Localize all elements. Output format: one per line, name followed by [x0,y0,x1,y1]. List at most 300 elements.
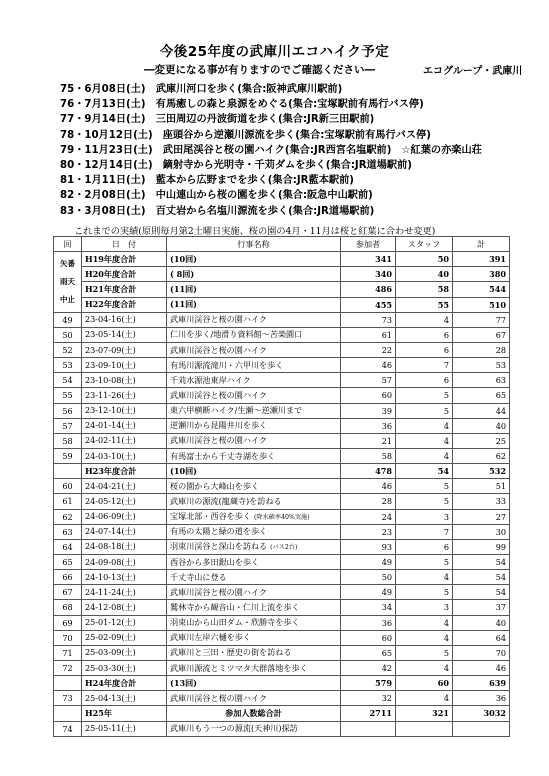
table-row [54,524,510,539]
cell-total: 27 [453,509,510,524]
schedule-description: 座頭谷から逆瀬川源流を歩く(集合:宝塚駅前有馬行バス停) [162,129,431,141]
cell-total: 37 [453,600,510,615]
event-name: 鷲林寺から観音山・仁川上流を歩く [170,601,300,612]
cell-staff: 4 [396,630,453,645]
cell-total: 54 [453,554,510,569]
cell-name [167,630,341,645]
cell-date: 24-10-13(土) [82,570,167,585]
cell-participants: 60 [341,630,396,645]
cell-name [167,312,341,327]
cell-date: 23-05-14(土) [82,327,167,342]
cell-date: H25年 [82,706,167,721]
schedule-date: 1月11日(土) [84,175,146,187]
records-note: これまでの実績(原則毎月第2土曜日実施、桜の園の4月・11月は桜と紅葉に合わせ変更) [74,226,436,237]
event-note: (降水確率40%実施) [253,514,310,522]
event-name: 羽束川渓谷と深山を訪ねる [170,541,268,552]
cell-staff: 5 [396,554,453,569]
event-name: 武庫川渓谷と桜の園ハイク [170,389,267,400]
table-row [54,570,510,585]
cell-staff: 54 [396,464,453,479]
cell-no [54,464,82,479]
table-row [54,645,510,660]
cell-staff: 40 [396,267,453,282]
cell-name [167,282,341,297]
cell-participants: 93 [341,539,396,554]
cell-staff: 5 [396,479,453,494]
cell-staff: 3 [396,509,453,524]
cell-no: 68 [54,600,82,615]
cell-date: 24-01-14(土) [82,418,167,433]
cell-no: 54 [54,373,82,388]
table-row [54,327,510,342]
cell-staff: 60 [396,676,453,691]
cell-no: 73 [54,691,82,706]
cell-date: 24-03-10(土) [82,448,167,463]
cell-total: 67 [453,327,510,342]
cell-total: 65 [453,388,510,403]
cell-participants: 36 [341,615,396,630]
schedule-date: 6月08日(土) [84,84,146,95]
table-row [54,433,510,448]
schedule-description: 鏑射寺から光明寺・千苅ダムを歩く(集合:JR道場駅前) [162,159,412,171]
cell-participants: 73 [341,312,396,327]
schedule-item: 81・1月11日(土) 藍本から広野までを歩く(集合:JR藍本駅前) [60,175,354,187]
cell-date: 23-12-10(土) [82,403,167,418]
cell-date: H23年度合計 [82,464,167,479]
cell-total: 30 [453,524,510,539]
table-row [54,721,510,736]
header-name: 行事名称 [167,237,341,252]
schedule-date: 9月14日(土) [84,114,146,126]
cell-participants: 341 [341,252,396,267]
cell-no: 70 [54,630,82,645]
event-name: ( 8回) [170,268,195,279]
schedule-description: 百丈岩から名塩川源流を歩く(集合:JR道場駅前) [155,205,375,217]
table-row [54,312,510,327]
cell-participants: 58 [341,448,396,463]
side-label: 雨天 [60,276,75,286]
cell-name [167,585,341,600]
cell-participants: 39 [341,403,396,418]
cell-name [167,388,341,403]
cell-staff: 5 [396,645,453,660]
schedule-item: 82・2月08日(土) 中山連山から桜の園を歩く(集合:阪急中山駅前) [60,190,373,202]
cell-total: 544 [453,282,510,297]
cell-no: 50 [54,327,82,342]
cell-participants: 579 [341,676,396,691]
schedule-item: 75・6月08日(土) 武庫川河口を歩く(集合:阪神武庫川駅前) [60,84,343,95]
table-row [54,388,510,403]
cell-no: 49 [54,312,82,327]
header-date: 日 付 [82,237,167,252]
cell-staff: 5 [396,403,453,418]
cell-participants: 486 [341,282,396,297]
organization-name: エコグループ・武庫川 [423,66,523,77]
cell-participants: 21 [341,433,396,448]
cell-date: 24-08-18(土) [82,539,167,554]
schedule-description: 藍本から広野までを歩く(集合:JR藍本駅前) [155,175,354,187]
cell-participants: 22 [341,342,396,357]
cell-name [167,418,341,433]
schedule-description: 有馬癒しの森と泉源をめぐる(集合:宝塚駅前有馬行バス停) [155,99,424,111]
cell-total: 54 [453,570,510,585]
cell-name [167,509,341,524]
cell-date: 25-03-09(土) [82,645,167,660]
cell-no: 72 [54,660,82,675]
table-row [54,660,510,675]
event-name: 千苅水源池東岸ハイク [170,374,251,385]
event-name: 武庫川渓谷と桜の園ハイク [170,344,267,355]
schedule-date: 2月08日(土) [84,190,146,202]
cell-date: 25-05-11(土) [82,721,167,736]
cell-name [167,252,341,267]
cell-staff: 58 [396,282,453,297]
cell-date: H19年度合計 [82,252,167,267]
event-name: (11回) [170,283,198,294]
cell-no: 53 [54,358,82,373]
event-name: 有馬の太陽と緑の道を歩く [170,526,268,537]
table-row [54,448,510,463]
cell-name [167,645,341,660]
cell-staff: 55 [396,297,453,312]
records-table [53,236,510,737]
cell-no: 58 [54,433,82,448]
cell-date: 25-04-13(土) [82,691,167,706]
schedule-number: 76 [60,99,75,111]
cell-total: 40 [453,418,510,433]
cell-staff: 5 [396,494,453,509]
table-row [54,691,510,706]
cell-date: 24-04-21(土) [82,479,167,494]
cell-participants: 34 [341,600,396,615]
cell-no: 57 [54,418,82,433]
cell-participants: 455 [341,297,396,312]
cell-participants: 60 [341,388,396,403]
event-name: 仁川を歩く/地滑り資料館～苦楽園口 [170,329,303,340]
cell-no: 61 [54,494,82,509]
page-subtitle: ―変更になる事が有りますのでご確認ください― [144,64,375,76]
cell-no: 65 [54,554,82,569]
schedule-item: 78・10月12日(土) 座頭谷から逆瀬川源流を歩く(集合:宝塚駅前有馬行バス停) [60,129,431,141]
cell-date: H24年度合計 [82,676,167,691]
cell-participants: 49 [341,585,396,600]
cell-staff: 321 [396,706,453,721]
cell-participants [341,721,396,736]
summary-row [54,297,510,312]
cell-participants: 2711 [341,706,396,721]
event-name: 武庫川と三田・歴史の街を訪ねる [170,647,292,658]
cell-total: 391 [453,252,510,267]
cell-staff: 7 [396,358,453,373]
cell-name [167,570,341,585]
cell-participants: 478 [341,464,396,479]
event-name: 武庫川左岸六樋を歩く [170,632,251,643]
summary-row [54,464,510,479]
schedule-item: 76・7月13日(土) 有馬癒しの森と泉源をめぐる(集合:宝塚駅前有馬行バス停) [60,99,424,111]
cell-staff: 4 [396,433,453,448]
event-name: 武庫川渓谷と桜の園ハイク [170,692,267,703]
cell-participants: 28 [341,494,396,509]
cell-date: 23-10-08(土) [82,373,167,388]
cell-date: 23-11-26(土) [82,388,167,403]
cell-participants: 23 [341,524,396,539]
schedule-number: 82 [60,190,75,202]
event-name: 武庫川もう一つの源流(天神川)探訪 [170,723,298,734]
event-name: 東六甲横断ハイク/生瀬～逆瀬川まで [170,405,303,416]
cell-name [167,660,341,675]
cell-name [167,327,341,342]
cell-date: H22年度合計 [82,297,167,312]
schedule-number: 81 [60,175,75,187]
cell-participants: 340 [341,267,396,282]
cell-name [167,706,341,721]
summary-row [54,282,510,297]
table-row [54,554,510,569]
cell-total: 510 [453,297,510,312]
cell-total: 28 [453,342,510,357]
cell-participants: 57 [341,373,396,388]
schedule-date: 12月14日(土) [84,159,153,171]
event-name: (10回) [170,465,198,476]
cell-staff: 4 [396,448,453,463]
cell-total: 70 [453,645,510,660]
schedule-description: 中山連山から桜の園を歩く(集合:阪急中山駅前) [155,190,373,202]
cell-participants: 49 [341,554,396,569]
cell-name [167,433,341,448]
cell-participants: 61 [341,327,396,342]
cell-no: 74 [54,721,82,736]
cell-name [167,494,341,509]
cell-staff: 4 [396,418,453,433]
schedule-description: 武田尾渓谷と桜の園ハイク(集合:JR西宮名塩駅前) [162,144,392,156]
cell-total: 64 [453,630,510,645]
cell-name [167,615,341,630]
schedule-number: 83 [60,205,75,217]
table-row [54,479,510,494]
cell-date: 24-05-12(土) [82,494,167,509]
cell-no: 66 [54,570,82,585]
cell-no [54,676,82,691]
cell-date: 24-07-14(土) [82,524,167,539]
cell-staff: 4 [396,615,453,630]
side-label: 中止 [60,294,75,304]
cell-total: 53 [453,358,510,373]
cell-name [167,539,341,554]
cell-staff: 7 [396,524,453,539]
event-name: 宝塚北部・西谷を歩く [170,511,251,522]
cell-participants: 32 [341,691,396,706]
cell-staff: 50 [396,252,453,267]
table-row [54,630,510,645]
summary-row [54,267,510,282]
table-row [54,615,510,630]
cell-date: 25-01-12(土) [82,615,167,630]
cell-name [167,448,341,463]
cell-name [167,524,341,539]
cell-staff [396,721,453,736]
event-name: (10回) [170,253,198,264]
event-name: 羽束山から山田ダム・欣勝寺を歩く [170,617,300,628]
table-row [54,342,510,357]
cell-total: 25 [453,433,510,448]
schedule-date: 10月12日(土) [84,129,153,141]
cell-total: 46 [453,660,510,675]
cell-participants: 65 [341,645,396,660]
cell-no: 67 [54,585,82,600]
event-name: (11回) [170,299,198,310]
cell-name [167,600,341,615]
cell-name [167,267,341,282]
cell-staff: 4 [396,691,453,706]
cell-total: 51 [453,479,510,494]
event-name: 参加人数総合計 [225,707,282,718]
cell-name [167,373,341,388]
cell-date: 24-12-08(土) [82,600,167,615]
header-staff: スタッフ [396,237,453,252]
cell-total: 33 [453,494,510,509]
cell-date: 24-06-09(土) [82,509,167,524]
cell-participants: 42 [341,660,396,675]
event-note: (バス2台) [270,544,298,552]
event-name: 武庫川渓谷と桜の園ハイク [170,586,267,597]
table-row [54,358,510,373]
event-name: 武庫川源流とミツマタ大群落地を歩く [170,662,308,673]
cell-no: 69 [54,615,82,630]
cell-participants: 46 [341,358,396,373]
cell-date: 23-09-10(土) [82,358,167,373]
cell-staff: 5 [396,585,453,600]
cell-total: 44 [453,403,510,418]
cell-no: 52 [54,342,82,357]
schedule-item: 80・12月14日(土) 鏑射寺から光明寺・千苅ダムを歩く(集合:JR道場駅前) [60,159,412,171]
event-name: (13回) [170,677,198,688]
header-total: 計 [453,237,510,252]
cell-no: 60 [54,479,82,494]
cell-staff: 4 [396,570,453,585]
cell-name [167,297,341,312]
cell-date: 24-02-11(土) [82,433,167,448]
event-name: 千丈寺山に登る [170,571,227,582]
cell-date: 24-11-24(土) [82,585,167,600]
cell-date: H21年度合計 [82,282,167,297]
cell-name [167,358,341,373]
schedule-item: 77・9月14日(土) 三田周辺の丹波街道を歩く(集合:JR新三田駅前) [60,114,375,126]
table-row [54,600,510,615]
cell-name [167,676,341,691]
cell-no: 59 [54,448,82,463]
summary-row [54,706,510,721]
cell-name [167,403,341,418]
cell-total: 62 [453,448,510,463]
cell-staff: 5 [396,388,453,403]
cell-no: 62 [54,509,82,524]
cell-staff: 4 [396,660,453,675]
cell-staff: 4 [396,312,453,327]
table-row [54,585,510,600]
header-participants: 参加者 [341,237,396,252]
cell-total: 40 [453,615,510,630]
schedule-number: 75 [60,84,75,95]
cell-name [167,554,341,569]
cell-no [54,706,82,721]
schedule-description: 三田周辺の丹波街道を歩く(集合:JR新三田駅前) [155,114,375,126]
schedule-item: 79・11月23日(土) 武田尾渓谷と桜の園ハイク(集合:JR西宮名塩駅前) ☆紅葉の亦楽山荘 [60,144,482,156]
table-row [54,509,510,524]
table-row [54,373,510,388]
header-no: 回 [54,237,82,252]
table-row [54,494,510,509]
cell-staff: 6 [396,539,453,554]
event-name: 桜の園から大峰山を歩く [170,480,260,491]
cell-total: 63 [453,373,510,388]
cell-total: 380 [453,267,510,282]
cell-no: 55 [54,388,82,403]
summary-row [54,676,510,691]
upcoming-schedule [60,82,520,219]
cell-no: 56 [54,403,82,418]
cell-name [167,464,341,479]
cell-total: 532 [453,464,510,479]
schedule-number: 77 [60,114,75,126]
cell-staff: 6 [396,342,453,357]
cell-total [453,721,510,736]
cell-no: 63 [54,524,82,539]
cell-total: 54 [453,585,510,600]
schedule-number: 80 [60,159,75,171]
cell-date: 24-09-08(土) [82,554,167,569]
table-row [54,418,510,433]
schedule-description: 武庫川河口を歩く(集合:阪神武庫川駅前) [155,84,343,95]
cell-total: 36 [453,691,510,706]
cell-date: 25-02-09(土) [82,630,167,645]
cell-name [167,342,341,357]
side-label-cell [54,252,82,313]
summary-row [54,252,510,267]
schedule-date: 3月08日(土) [84,205,146,217]
cell-date: H20年度合計 [82,267,167,282]
schedule-number: 79 [60,144,75,156]
table-row [54,539,510,554]
event-name: 武庫川の源流(龍蔵寺)を訪ねる [170,495,282,506]
table-row [54,403,510,418]
cell-staff: 6 [396,327,453,342]
schedule-date: 11月23日(土) [84,144,153,156]
schedule-date: 7月13日(土) [84,99,146,111]
cell-participants: 50 [341,570,396,585]
cell-date: 23-04-16(土) [82,312,167,327]
cell-name [167,691,341,706]
schedule-number: 78 [60,129,75,141]
cell-participants: 24 [341,509,396,524]
cell-name [167,721,341,736]
cell-participants: 36 [341,418,396,433]
schedule-item: 83・3月08日(土) 百丈岩から名塩川源流を歩く(集合:JR道場駅前) [60,205,375,217]
cell-staff: 6 [396,373,453,388]
event-name: 武庫川渓谷と桜の園ハイク [170,435,267,446]
side-label: 矢番 [60,258,75,268]
cell-total: 3032 [453,706,510,721]
table-header-row [54,237,510,252]
cell-total: 99 [453,539,510,554]
event-name: 有馬富士から千丈寺湖を歩く [170,450,276,461]
cell-date: 23-07-09(土) [82,342,167,357]
cell-no: 71 [54,645,82,660]
event-name: 有馬川源流滝川・六甲川を歩く [170,359,284,370]
cell-date: 25-03-30(土) [82,660,167,675]
cell-total: 639 [453,676,510,691]
event-name: 西谷から多田銀山を歩く [170,556,260,567]
page-title: 今後25年度の武庫川エコハイク予定 [159,44,390,60]
